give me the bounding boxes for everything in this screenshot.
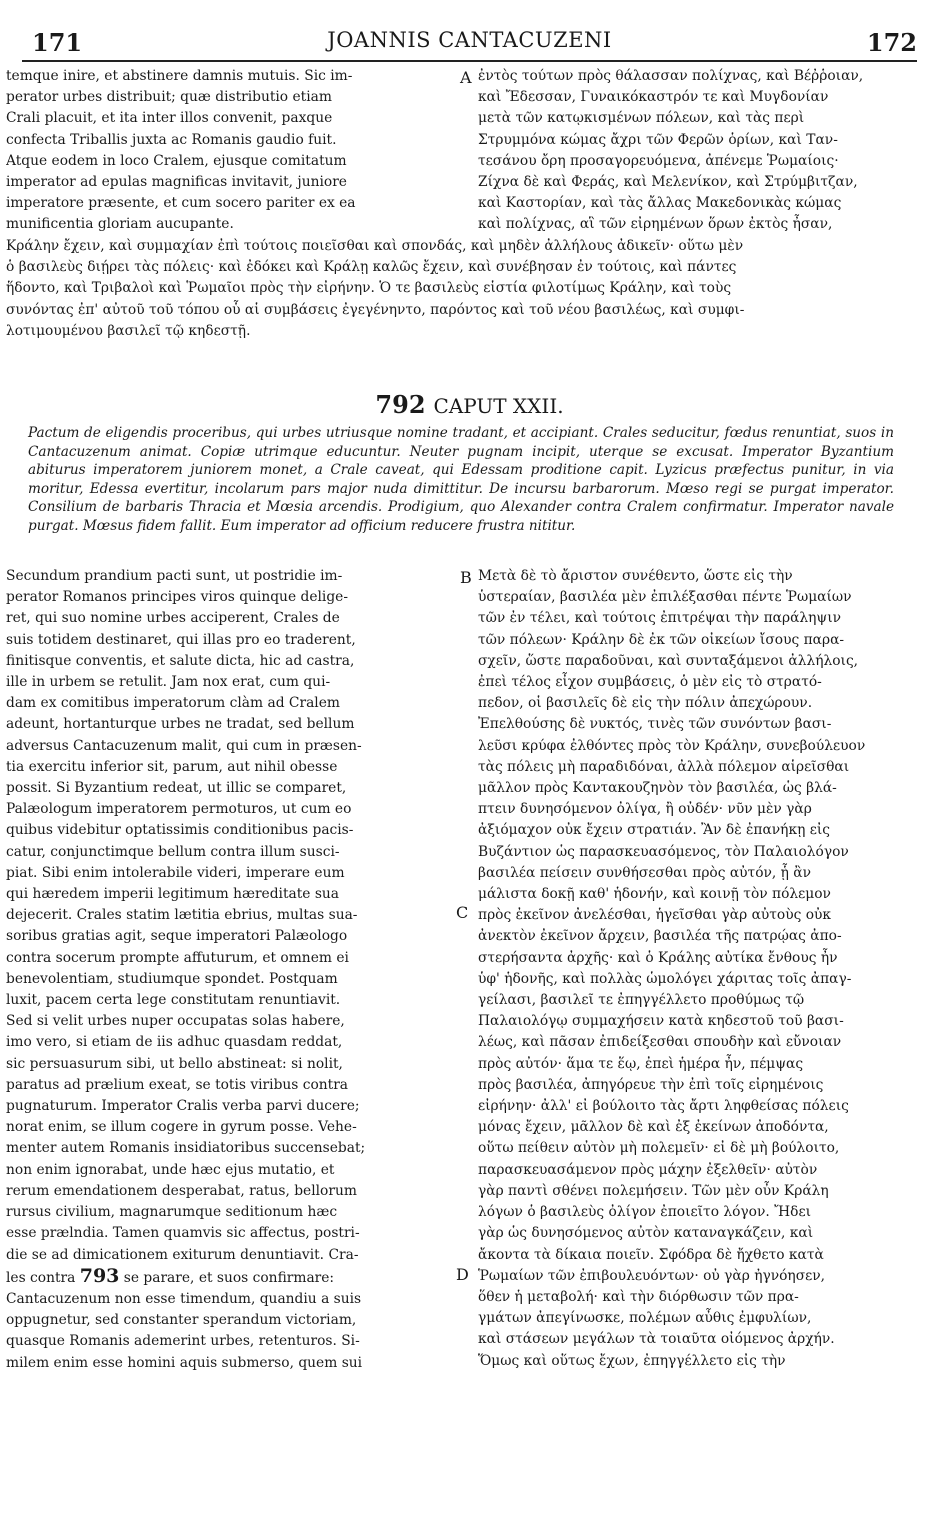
latin-line: contra socerum prompte affuturum, et omnem ei bbox=[6, 949, 349, 966]
latin-line: luxit, pacem certa lege constitutam renuntiavit. bbox=[6, 992, 341, 1009]
greek-line: εἰρήνην· ἀλλ' εἰ βούλοιτο τὰς ἄρτι ληφθείσας πόλεις bbox=[478, 1098, 849, 1115]
margin-letter-c: C bbox=[456, 903, 469, 922]
latin-line: piat. Sibi enim intolerabile videri, imperare eum bbox=[6, 864, 345, 881]
greek-line: ἐπεὶ τέλος εἶχον συμβάσεις, ὁ μὲν εἰς τὸ στρατό- bbox=[478, 674, 822, 691]
section1-greek-fullwidth bbox=[6, 236, 894, 342]
greek-line: Ἐπελθούσης δὲ νυκτός, τινὲς τῶν συνόντων βασι- bbox=[478, 716, 832, 733]
latin-line: quasque Romanis ademerint urbes, retenturos. Si- bbox=[6, 1333, 360, 1350]
page-number-right: 172 bbox=[866, 28, 917, 57]
section2-latin-column bbox=[6, 566, 446, 1374]
latin-line: non enim ignorabat, unde hæc ejus mutatio, et bbox=[6, 1161, 335, 1178]
greek-line: Ῥωμαίων τῶν ἐπιβουλευόντων· οὐ γὰρ ἠγνόησεν, bbox=[478, 1267, 826, 1284]
chapter-title: CAPUT XXII. bbox=[433, 394, 564, 418]
section2-greek-column bbox=[478, 566, 893, 1372]
greek-line: Μετὰ δὲ τὸ ἄριστον συνέθεντο, ὥστε εἰς τὴν bbox=[478, 568, 793, 584]
greek-line: ὑφ' ἡδονῆς, καὶ πολλὰς ὡμολόγει χάριτας τοῖς ἀπαγ- bbox=[478, 970, 852, 987]
greek-line: τῶν ἐν τέλει, καὶ τούτοις ἐπιτρέψαι τὴν παράληψιν bbox=[478, 610, 842, 627]
latin-line: milem enim esse homini aquis submerso, quem sui bbox=[6, 1354, 363, 1371]
inline-page-number: 793 bbox=[79, 1265, 120, 1287]
greek-line: Ζίχνα δὲ καὶ Φεράς, καὶ Μελενίκον, καὶ Στρύμβιτζαν, bbox=[478, 174, 858, 191]
latin-line: imperatore præsente, et cum socero pariter ex ea bbox=[6, 195, 356, 212]
latin-line: Palæologum imperatorem permoturos, ut cum eo bbox=[6, 801, 352, 818]
latin-line-part: les contra bbox=[6, 1269, 80, 1286]
section1-latin-column bbox=[6, 66, 446, 236]
latin-line: die se ad dimicationem exiturum denuntiavit. Cra- bbox=[6, 1246, 359, 1263]
latin-line: imperator ad epulas magnificas invitavit, juniore bbox=[6, 174, 347, 191]
greek-line: Κράλην ἔχειν, καὶ συμμαχίαν ἐπὶ τούτοις ποιεῖσθαι καὶ σπονδάς, καὶ μηδὲν ἀλλήλους ἀδικεῖν· οὕτω μὲν bbox=[6, 238, 744, 254]
greek-line: λέως, καὶ πᾶσαν ἐπιδείξεσθαι σπουδὴν καὶ εὔνοιαν bbox=[478, 1034, 842, 1051]
latin-line: rursus civilium, magnarumque seditionum hæc bbox=[6, 1204, 338, 1221]
chapter-summary: Pactum de eligendis proceribus, qui urbes utriusque nomine tradant, et accipiant. Crales seducitur, fœdus renuntiat, suos in Cantacuzenum animat. Copiæ utrimque educuntur. Neuter pugnam incipit, uterque se excusat. Imperator Byzantium abiturus imperatorem juniorem monet, a Crale caveat, qui Edessam proditione capit. Lyzicus præfectus punitur, in via moritur, Edessa evertitur, incolarum pars major nuda dimittitur. De incursu barbarorum. Mœso regi se purgat imperator. Consilium de barbaris Thracia et Mœsia arcendis. Prodigium, quo Alexander contra Cralem confirmatur. Imperator navale purgat. Mœsus fidem fallit. Eum imperator ad officium reducere frustra nititur. bbox=[28, 425, 894, 534]
latin-line: adversus Cantacuzenum malit, qui cum in præsen- bbox=[6, 737, 362, 754]
latin-line: quibus videbitur optatissimis conditionibus pacis- bbox=[6, 822, 354, 839]
greek-line: παρασκευασάμενον πρὸς μάχην ἐξελθεῖν· αὐτὸν bbox=[478, 1161, 818, 1178]
greek-line: ὑστεραίαν, βασιλέα μὲν ἐπιλέξασθαι πέντε Ῥωμαίων bbox=[478, 589, 852, 606]
latin-line: Atque eodem in loco Cralem, ejusque comitatum bbox=[6, 152, 347, 169]
latin-line: confecta Triballis juxta ac Romanis gaudio fuit. bbox=[6, 131, 337, 148]
greek-line: πεδον, οἱ βασιλεῖς δὲ εἰς τὴν πόλιν ἀπεχώρουν. bbox=[478, 695, 813, 712]
latin-line: sic persuasurum sibi, ut bello abstineat: si nolit, bbox=[6, 1055, 343, 1072]
margin-letter-d: D bbox=[456, 1265, 469, 1284]
chapter-heading bbox=[22, 390, 917, 419]
latin-line: benevolentiam, studiumque spondet. Postquam bbox=[6, 970, 338, 987]
greek-line: στερήσαντα ἀρχῆς· καὶ ὁ Κράλης αὐτίκα ἔνθους ἦν bbox=[478, 949, 838, 966]
latin-line: qui hæredem imperii legitimum hæreditate sua bbox=[6, 886, 340, 903]
latin-line: possit. Si Byzantium redeat, ut illic se comparet, bbox=[6, 780, 347, 797]
latin-line: Cantacuzenum non esse timendum, quandiu a suis bbox=[6, 1290, 362, 1307]
latin-line: imo vero, si etiam de iis adhuc quasdam reddat, bbox=[6, 1034, 343, 1051]
greek-line: πτειν δυνησόμενον ὀλίγα, ἢ οὐδέν· νῦν μὲν γὰρ bbox=[478, 801, 812, 818]
greek-line: μάλιστα δοκῇ καθ' ἡδονήν, καὶ κοινῇ τὸν πόλεμον bbox=[478, 886, 831, 903]
margin-letter-b: B bbox=[460, 568, 472, 587]
greek-line: Παλαιολόγῳ συμμαχήσειν κατὰ κηδεστοῦ τοῦ βασι- bbox=[478, 1013, 844, 1030]
latin-line: perator urbes distribuit; quæ distributio etiam bbox=[6, 89, 332, 106]
latin-line-part: se parare, et suos confirmare: bbox=[119, 1269, 335, 1286]
latin-line: Secundum prandium pacti sunt, ut postridie im- bbox=[6, 568, 343, 584]
latin-line: adeunt, hortanturque urbes ne tradat, sed bellum bbox=[6, 716, 355, 733]
greek-line: πρὸς βασιλέα, ἀπηγόρευε τὴν ἐπὶ τοῖς εἰρημένοις bbox=[478, 1076, 824, 1093]
greek-line: ὅθεν ἡ μεταβολή· καὶ τὴν διόρθωσιν τῶν πρα- bbox=[478, 1288, 799, 1305]
latin-line: soribus gratias agit, seque imperatori Palæologo bbox=[6, 928, 348, 945]
greek-line: πρὸς ἐκεῖνον ἀνελέσθαι, ἡγεῖσθαι γὰρ αὐτοὺς οὐκ bbox=[478, 907, 832, 924]
greek-line: Ὅμως καὶ οὕτως ἔχων, ἐπηγγέλλετο εἰς τὴν bbox=[478, 1352, 786, 1369]
greek-line: μόνας ἔχειν, μᾶλλον δὲ καὶ ἐξ ἐκείνων ἀποδόντα, bbox=[478, 1119, 829, 1136]
latin-line: perator Romanos principes viros quinque delige- bbox=[6, 589, 348, 606]
greek-line: οὕτω πείθειν αὐτὸν μὴ πολεμεῖν· εἰ δὲ μὴ βούλοιτο, bbox=[478, 1140, 840, 1157]
greek-line: βασιλέα πείσειν συνθήσεσθαι πρὸς αὐτόν, ᾗ ἂν bbox=[478, 864, 812, 881]
greek-line: σχεῖν, ὥστε παραδοῦναι, καὶ συνταξάμενοι ἀλλήλοις, bbox=[478, 652, 859, 669]
latin-line: finitisque conventis, et salute dicta, hic ad castra, bbox=[6, 652, 355, 669]
latin-line: norat enim, se illum cogere in gyrum posse. Vehe- bbox=[6, 1119, 357, 1136]
latin-line: paratus ad prælium exeat, se totis viribus contra bbox=[6, 1076, 349, 1093]
running-header bbox=[22, 26, 917, 62]
section1-greek-column bbox=[478, 66, 893, 236]
greek-line: τῶν πόλεων· Κράλην δὲ ἐκ τῶν οἰκείων ἴσους παρα- bbox=[478, 631, 845, 648]
greek-line: τὰς πόλεις μὴ παραδιδόναι, ἀλλὰ πόλεμον αἱρεῖσθαι bbox=[478, 758, 850, 775]
latin-line: tia exercitu inferior sit, parum, aut nihil obesse bbox=[6, 758, 338, 775]
greek-line: ἀξιόμαχον οὐκ ἔχειν στρατιάν. Ἂν δὲ ἐπανήκῃ εἰς bbox=[478, 822, 831, 839]
greek-line: ὁ βασιλεὺς διῄρει τὰς πόλεις· καὶ ἐδόκει καὶ Κράλῃ καλῶς ἔχειν, καὶ συνέβησαν ἐν τούτοις, καὶ πάντες bbox=[6, 259, 737, 276]
greek-line: μετὰ τῶν κατῳκισμένων πόλεων, καὶ τὰς περὶ bbox=[478, 110, 805, 127]
greek-line: γὰρ παντὶ σθένει πολεμήσειν. Τῶν μὲν οὖν Κράλη bbox=[478, 1182, 829, 1199]
latin-line: pugnaturum. Imperator Cralis verba parvi ducere; bbox=[6, 1098, 360, 1115]
greek-line: καὶ πολίχνας, αἳ τῶν εἰρημένων ὅρων ἐκτὸς ἦσαν, bbox=[478, 216, 833, 233]
latin-line: suis totidem destinaret, qui illas pro eo traderent, bbox=[6, 631, 356, 648]
greek-line: καὶ Καστορίαν, καὶ τὰς ἄλλας Μακεδονικὰς κώμας bbox=[478, 195, 842, 212]
greek-line: καὶ στάσεων μεγάλων τὰ τοιαῦτα οἰόμενος ἀρχήν. bbox=[478, 1331, 835, 1348]
greek-line: τεσάνου ὄρη προσαγορευόμενα, ἀπένεμε Ῥωμαίοις· bbox=[478, 152, 839, 169]
latin-line: menter autem Romanis insidiatoribus succensebat; bbox=[6, 1140, 366, 1157]
greek-line: γείλασι, βασιλεῖ τε ἐπηγγέλλετο προθύμως τῷ bbox=[478, 992, 805, 1009]
greek-line: ἀνεκτὸν ἐκεῖνον ἄρχειν, βασιλέα τῆς πατρῴας ἀπο- bbox=[478, 928, 842, 945]
greek-line: Στρυμμόνα κώμας ἄχρι τῶν Φερῶν ὁρίων, καὶ Ταν- bbox=[478, 131, 838, 148]
greek-line: γμάτων ἀπεγίνωσκε, πολέμων αὖθις ἐμφυλίων, bbox=[478, 1310, 812, 1327]
greek-line: πρὸς αὐτόν· ἅμα τε ἕῳ, ἐπεὶ ἡμέρα ἦν, πέμψας bbox=[478, 1055, 804, 1072]
greek-line: ἄκοντα τὰ δίκαια ποιεῖν. Σφόδρα δὲ ἤχθετο κατὰ bbox=[478, 1246, 824, 1263]
running-head-title: JOANNIS CANTACUZENI bbox=[327, 28, 612, 52]
latin-line: Sed si velit urbes nuper occupatas solas habere, bbox=[6, 1013, 345, 1030]
margin-letter-a: A bbox=[460, 68, 472, 87]
greek-line: γὰρ ὡς δυνησόμενος αὐτὸν καταναγκάζειν, καὶ bbox=[478, 1225, 814, 1242]
latin-line: esse prælndia. Tamen quamvis sic affectus, postri- bbox=[6, 1225, 360, 1242]
latin-line: catur, conjunctimque bellum contra illum susci- bbox=[6, 843, 340, 860]
latin-line bbox=[6, 1266, 446, 1289]
latin-line: dejecerit. Crales statim lætitia ebrius, multas sua- bbox=[6, 907, 358, 924]
greek-line: λεῦσι κρύφα ἐλθόντες πρὸς τὸν Κράλην, συνεβούλευον bbox=[478, 737, 866, 754]
latin-line: ret, qui suo nomine urbes acciperent, Crales de bbox=[6, 610, 340, 627]
greek-line: λοτιμουμένου βασιλεῖ τῷ κηδεστῇ. bbox=[6, 322, 251, 339]
chapter-page-number: 792 bbox=[375, 390, 426, 419]
greek-line: ἥδοντο, καὶ Τριβαλοὶ καὶ Ῥωμαῖοι πρὸς τὴν εἰρήνην. Ὁ τε βασιλεὺς εἱστία φιλοτίμως Κράλην, καὶ τοὺς bbox=[6, 280, 732, 297]
page-number-left: 171 bbox=[32, 28, 83, 57]
greek-line: Βυζάντιον ὡς παρασκευασόμενος, τὸν Παλαιολόγον bbox=[478, 843, 849, 860]
latin-line: Crali placuit, et ita inter illos convenit, paxque bbox=[6, 110, 333, 127]
latin-line: ille in urbem se retulit. Jam nox erat, cum qui- bbox=[6, 674, 331, 691]
latin-line: munificentia gloriam aucupante. bbox=[6, 216, 234, 233]
latin-line: temque inire, et abstinere damnis mutuis. Sic im- bbox=[6, 68, 353, 84]
greek-line: καὶ Ἔδεσσαν, Γυναικόκαστρόν τε καὶ Μυγδονίαν bbox=[478, 89, 829, 106]
latin-line: oppugnetur, sed constanter sperandum victoriam, bbox=[6, 1312, 357, 1329]
latin-line: rerum emendationem desperabat, ratus, bellorum bbox=[6, 1182, 357, 1199]
page bbox=[22, 26, 917, 62]
greek-line: λόγων ὁ βασιλεὺς ὀλίγον ἐποιεῖτο λόγον. Ἤδει bbox=[478, 1204, 811, 1221]
latin-line: dam ex comitibus imperatorum clàm ad Cralem bbox=[6, 695, 340, 712]
greek-line: συνόντας ἐπ' αὐτοῦ τοῦ τόπου οὗ αἱ συμβάσεις ἐγεγένηντο, παρόντος καὶ τοῦ νέου βασιλέως, καὶ συμφι- bbox=[6, 301, 745, 318]
greek-line: μᾶλλον πρὸς Καντακουζηνὸν τὸν βασιλέα, ὡς βλά- bbox=[478, 780, 837, 797]
greek-line: ἐντὸς τούτων πρὸς θάλασσαν πολίχνας, καὶ Βέῤῥοιαν, bbox=[478, 68, 864, 84]
